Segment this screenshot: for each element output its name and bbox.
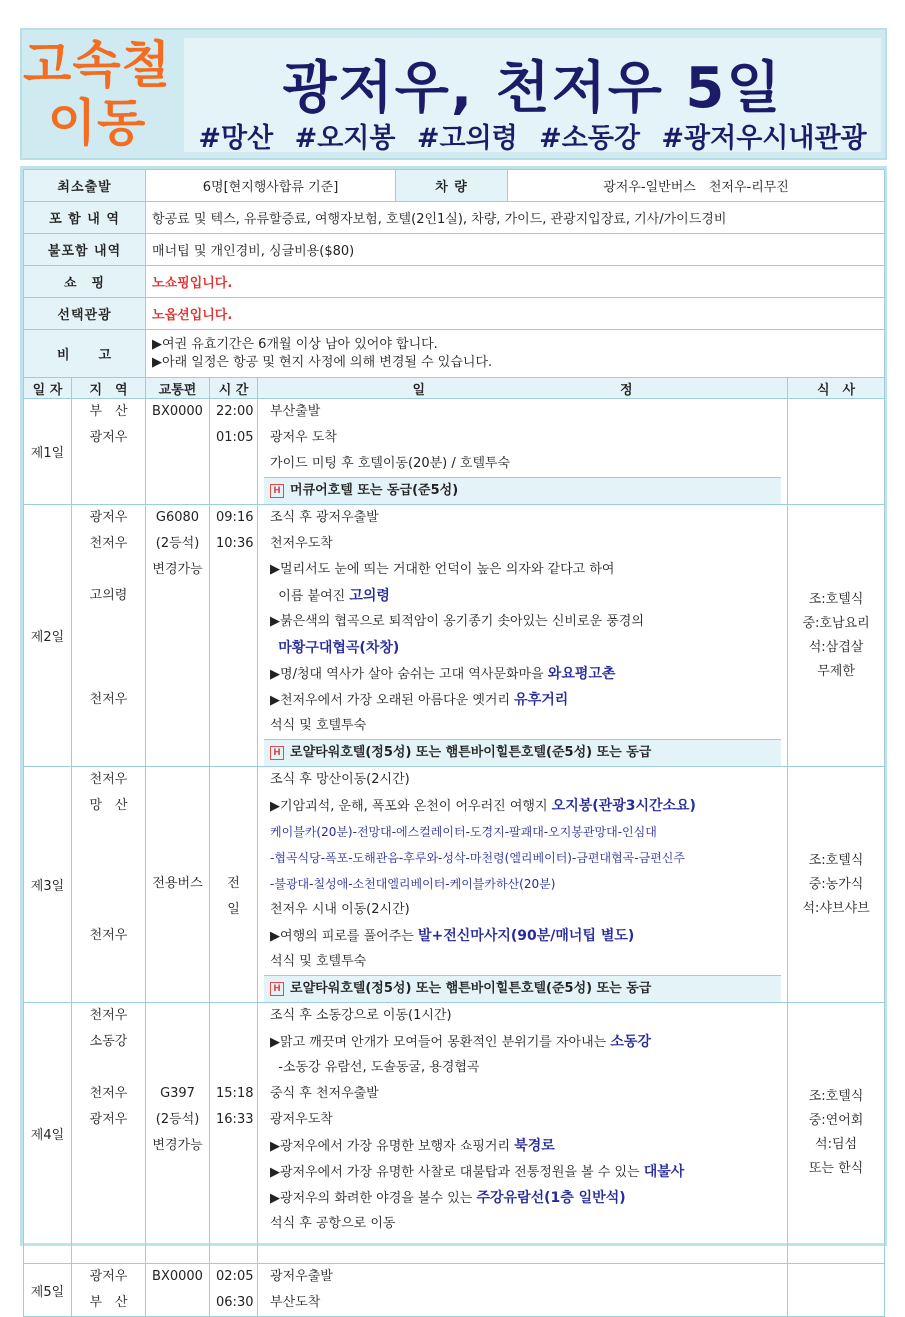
- time-cell: [216, 713, 251, 739]
- transport-cell: [152, 635, 203, 661]
- region-cell: [78, 557, 139, 583]
- option-label: 선택관광: [24, 298, 146, 330]
- schedule-text: 이름 붙여진: [270, 589, 350, 604]
- col-transport: 교통편: [146, 378, 210, 399]
- day-label: 제5일: [24, 1264, 72, 1317]
- time-cell: [216, 1003, 251, 1029]
- time-cell: 06:30: [216, 1295, 254, 1310]
- transport-cell: 변경가능: [152, 1138, 203, 1153]
- meal-item: 조:호텔식: [808, 591, 864, 607]
- transport-cell: [152, 819, 203, 845]
- schedule-text: ▶광저우에서 가장 유명한 보행자 쇼핑거리: [270, 1139, 515, 1154]
- schedule-text: 조식 후 광저우출발: [270, 510, 379, 525]
- region-cell: 천저우: [89, 928, 128, 943]
- schedule-text: 부산도착: [270, 1295, 321, 1310]
- col-time: 시 간: [210, 378, 258, 399]
- meal-item: 석:샤브샤브: [802, 900, 870, 916]
- transport-cell: [152, 975, 203, 1001]
- hotel-line: [264, 739, 781, 766]
- schedule-line: [264, 1133, 781, 1159]
- schedule-line: [264, 531, 781, 557]
- region-cell: [78, 477, 139, 503]
- meal-item: 석:삼겹살: [808, 639, 864, 655]
- transport-cell: [152, 609, 203, 635]
- hotel-line: [264, 477, 781, 504]
- region-cell: 천저우: [89, 692, 128, 707]
- meal-item: 조:호텔식: [808, 1089, 864, 1104]
- schedule-text: 조식 후 소동강으로 이동(1시간): [270, 1008, 452, 1023]
- region-cell: [78, 451, 139, 477]
- day-row: [24, 767, 885, 1003]
- time-cell: [216, 1133, 251, 1159]
- time-cell: 01:05: [216, 430, 254, 445]
- schedule-line: [264, 661, 781, 687]
- time-cell: [216, 845, 251, 871]
- transport-cell: [152, 923, 203, 949]
- schedule-line: [264, 1159, 781, 1185]
- schedule-line: [264, 1290, 781, 1316]
- day-times: [210, 767, 258, 1003]
- schedule-text: 광저우출발: [270, 1269, 333, 1284]
- transport-cell: BX0000: [152, 1269, 203, 1284]
- time-cell: 22:00: [216, 404, 254, 419]
- transport-cell: G6080: [155, 510, 200, 525]
- schedule-highlight: 대불사: [643, 1164, 685, 1180]
- hashtag: #오지봉: [294, 123, 396, 154]
- day-label: 제3일: [24, 767, 72, 1003]
- region-cell: [78, 1133, 139, 1159]
- note-line: ▶아래 일정은 항공 및 현지 사정에 의해 변경될 수 있습니다.: [152, 354, 493, 370]
- region-cell: [78, 819, 139, 845]
- schedule-line: [264, 713, 781, 739]
- time-cell: [216, 819, 251, 845]
- region-cell: 천저우: [89, 772, 128, 787]
- schedule-text: 광저우 도착: [270, 430, 337, 445]
- hotel-h-icon: H: [270, 982, 284, 996]
- day-meals: [788, 767, 885, 1003]
- hotel-h-icon: H: [270, 746, 284, 760]
- day-meals: [788, 399, 885, 505]
- transport-cell: [152, 687, 203, 713]
- schedule-text: ▶붉은색의 협곡으로 퇴적암이 옹기종기 솟아있는 신비로운 풍경의: [270, 614, 644, 629]
- time-cell: [216, 661, 251, 687]
- schedule-text: ▶광저우에서 가장 유명한 사찰로 대불탑과 전통정원을 볼 수 있는: [270, 1165, 644, 1180]
- schedule-line: [264, 635, 781, 661]
- schedule-line: [264, 1107, 781, 1133]
- transport-cell: [152, 713, 203, 739]
- transport-cell: [152, 583, 203, 609]
- schedule-text: 천저우도착: [270, 536, 333, 551]
- days-body: [24, 399, 885, 1317]
- schedule-highlight: 주강유람선(1층 일반석): [476, 1190, 626, 1206]
- hotel-name: 로얄타워호텔(정5성) 또는 햄튼바이힐튼호텔(준5성) 또는 동급: [290, 745, 652, 760]
- column-header-row: [24, 378, 885, 399]
- day-label: 제2일: [24, 505, 72, 767]
- time-cell: [216, 1237, 251, 1263]
- vehicle-label: 차 량: [396, 170, 508, 202]
- brand-line2: 이동: [47, 94, 147, 152]
- time-cell: [216, 583, 251, 609]
- include-label: 포 함 내 역: [24, 202, 146, 234]
- hashtag: #망산: [198, 123, 274, 154]
- transport-cell: [152, 477, 203, 503]
- time-cell: [216, 739, 251, 765]
- schedule-detail: -협곡식당-폭포-도해관음-후루와-성삭-마천령(엘리베이터)-금편대협곡-금편신주: [270, 851, 685, 865]
- col-schedule: 일 정: [258, 378, 788, 399]
- schedule-text: 석식 및 호텔투숙: [270, 718, 367, 733]
- transport-cell: [152, 1290, 203, 1316]
- time-cell: [216, 635, 251, 661]
- brand-block: [22, 30, 172, 158]
- region-cell: 광저우: [89, 430, 128, 445]
- transport-cell: (2등석): [155, 536, 200, 551]
- schedule-line: [264, 949, 781, 975]
- day-times: [210, 1003, 258, 1264]
- time-cell: [216, 767, 251, 793]
- transport-cell: 변경가능: [152, 562, 203, 577]
- hotel-h-icon: H: [270, 484, 284, 498]
- transport-cell: [152, 897, 203, 923]
- info-row-shopping: [24, 266, 885, 298]
- time-cell: [216, 477, 251, 503]
- itinerary-table: [23, 169, 885, 1317]
- schedule-line: [264, 1264, 781, 1290]
- schedule-text: 부산출발: [270, 404, 321, 419]
- region-cell: [78, 635, 139, 661]
- hotel-name: 로얄타워호텔(정5성) 또는 햄튼바이힐튼호텔(준5성) 또는 동급: [290, 981, 652, 996]
- time-cell: 10:36: [216, 536, 254, 551]
- shopping-value: 노쇼핑입니다.: [146, 266, 885, 298]
- transport-cell: 전용버스: [152, 876, 203, 891]
- region-cell: [78, 1055, 139, 1081]
- schedule-line: [264, 897, 781, 923]
- time-cell: 16:33: [216, 1112, 254, 1127]
- meal-item: 중:연어회: [808, 1113, 864, 1128]
- schedule-text: 천저우 시내 이동(2시간): [270, 902, 410, 917]
- transport-cell: [152, 1029, 203, 1055]
- region-cell: 천저우: [89, 1008, 128, 1023]
- info-row-note: [24, 330, 885, 378]
- region-cell: [78, 1237, 139, 1263]
- transport-cell: [152, 767, 203, 793]
- col-day: 일 자: [24, 378, 72, 399]
- region-cell: 광저우: [89, 1112, 128, 1127]
- transport-cell: [152, 451, 203, 477]
- time-cell: 15:18: [216, 1086, 254, 1101]
- region-cell: [78, 661, 139, 687]
- transport-cell: [152, 661, 203, 687]
- day-row: [24, 399, 885, 505]
- min-depart-label: 최소출발: [24, 170, 146, 202]
- schedule-line: [264, 1055, 781, 1081]
- day-regions: [72, 505, 146, 767]
- time-cell: 09:16: [216, 510, 254, 525]
- day-times: [210, 1264, 258, 1317]
- schedule-text: 광저우도착: [270, 1112, 333, 1127]
- schedule-line: [264, 871, 781, 897]
- meal-item: 중:호남요리: [802, 615, 870, 631]
- region-cell: [78, 739, 139, 765]
- time-cell: [216, 975, 251, 1001]
- schedule-line: [264, 505, 781, 531]
- time-cell: [216, 1211, 251, 1237]
- hashtags: [184, 116, 881, 155]
- region-cell: 고의령: [89, 588, 128, 603]
- info-row-exclude: [24, 234, 885, 266]
- transport-cell: [152, 1003, 203, 1029]
- transport-cell: [152, 1159, 203, 1185]
- schedule-line: [264, 425, 781, 451]
- hashtag: #소동강: [539, 123, 641, 154]
- time-cell: [216, 949, 251, 975]
- meal-item: 중:농가식: [808, 876, 864, 892]
- region-cell: [78, 871, 139, 897]
- time-cell: [216, 923, 251, 949]
- region-cell: 천저우: [89, 1086, 128, 1101]
- schedule-text: 석식 및 호텔투숙: [270, 954, 367, 969]
- day-meals: [788, 1003, 885, 1264]
- day-row: [24, 1003, 885, 1264]
- schedule-text: ▶천저우에서 가장 오래된 아름다운 옛거리: [270, 693, 515, 708]
- time-cell: [216, 793, 251, 819]
- day-transport: [146, 399, 210, 505]
- hashtag: #광저우시내관광: [661, 123, 867, 154]
- schedule-text: 석식 후 공항으로 이동: [270, 1216, 396, 1231]
- day-transport: [146, 767, 210, 1003]
- region-cell: 광저우: [89, 510, 128, 525]
- schedule-line: [264, 845, 781, 871]
- schedule-text: ▶광저우의 화려한 야경을 볼수 있는: [270, 1191, 477, 1206]
- region-cell: [78, 975, 139, 1001]
- region-cell: 천저우: [89, 536, 128, 551]
- day-regions: [72, 767, 146, 1003]
- region-cell: 망 산: [89, 798, 128, 813]
- schedule-highlight: 고의령: [349, 588, 390, 604]
- region-cell: [78, 1185, 139, 1211]
- time-cell: [216, 609, 251, 635]
- schedule-text: ▶멀리서도 눈에 띄는 거대한 언덕이 높은 의자와 같다고 하여: [270, 562, 615, 577]
- region-cell: [78, 845, 139, 871]
- exclude-label: 불포함 내역: [24, 234, 146, 266]
- transport-cell: [152, 1185, 203, 1211]
- time-cell: [216, 1055, 251, 1081]
- day-times: [210, 505, 258, 767]
- include-value: 항공료 및 텍스, 유류할증료, 여행자보험, 호텔(2인1실), 차량, 가이드, 관광지입장료, 기사/가이드경비: [146, 202, 885, 234]
- schedule-line: [264, 1003, 781, 1029]
- region-cell: [78, 897, 139, 923]
- transport-cell: [152, 1211, 203, 1237]
- transport-cell: [152, 1055, 203, 1081]
- schedule-line: [264, 451, 781, 477]
- schedule-line: [264, 687, 781, 713]
- day-label: 제1일: [24, 399, 72, 505]
- schedule-text: -소동강 유람선, 도솔동굴, 용경협곡: [270, 1060, 480, 1075]
- schedule-detail: -불광대-칠성애-소천대엘리베이터-케이블카하산(20분): [270, 877, 556, 891]
- transport-cell: [152, 793, 203, 819]
- schedule-line: [264, 793, 781, 819]
- day-meals: [788, 1264, 885, 1317]
- time-cell: 02:05: [216, 1269, 254, 1284]
- day-regions: [72, 399, 146, 505]
- info-row-option: [24, 298, 885, 330]
- schedule-text: 가이드 미팅 후 호텔이동(20분) / 호텔투숙: [270, 456, 511, 471]
- time-cell: 전 일: [227, 876, 253, 917]
- schedule-line: [264, 767, 781, 793]
- schedule-detail: 케이블카(20분)-전망대-에스컬레이터-도경지-팔괘대-오지봉관망대-인심대: [270, 825, 657, 839]
- vehicle-value: 광저우-일반버스 천저우-리무진: [508, 170, 885, 202]
- day-transport: [146, 505, 210, 767]
- day-meals: [788, 505, 885, 767]
- col-meal: 식 사: [788, 378, 885, 399]
- transport-cell: G397: [160, 1086, 195, 1101]
- exclude-value: 매너팁 및 개인경비, 싱글비용($80): [146, 234, 885, 266]
- day-transport: [146, 1264, 210, 1317]
- hashtag: #고의령: [416, 123, 518, 154]
- day-row: [24, 505, 885, 767]
- schedule-line: [264, 583, 781, 609]
- schedule-line: [264, 609, 781, 635]
- transport-cell: [152, 845, 203, 871]
- schedule-highlight: 유후거리: [514, 692, 569, 708]
- header-banner: [20, 28, 887, 160]
- schedule-highlight: 소동강: [610, 1034, 651, 1050]
- page-title: 광저우, 천저우 5일: [282, 56, 783, 121]
- region-cell: [78, 1211, 139, 1237]
- region-cell: 소동강: [89, 1034, 128, 1049]
- region-cell: [78, 713, 139, 739]
- itinerary-document: [20, 166, 887, 1310]
- hotel-line: [264, 975, 781, 1002]
- day-regions: [72, 1003, 146, 1264]
- schedule-text: 중식 후 천저우출발: [270, 1086, 379, 1101]
- region-cell: 부 산: [89, 404, 128, 419]
- schedule-line: [264, 1185, 781, 1211]
- time-cell: [216, 1029, 251, 1055]
- transport-cell: [152, 739, 203, 765]
- day-schedule: [258, 1003, 788, 1264]
- schedule-line: [264, 557, 781, 583]
- shopping-label: 쇼 핑: [24, 266, 146, 298]
- time-cell: [216, 557, 251, 583]
- day-schedule: [258, 399, 788, 505]
- day-transport: [146, 1003, 210, 1264]
- schedule-highlight: 발+전신마사지(90분/매너팁 별도): [418, 928, 635, 944]
- option-value: 노옵션입니다.: [146, 298, 885, 330]
- schedule-line: [264, 1081, 781, 1107]
- schedule-line: [264, 819, 781, 845]
- time-cell: [216, 687, 251, 713]
- info-row-include: [24, 202, 885, 234]
- schedule-highlight: 북경로: [514, 1138, 555, 1154]
- schedule-line: [264, 1029, 781, 1055]
- meal-item: 석:딤섬: [815, 1137, 858, 1152]
- hotel-name: 머큐어호텔 또는 동급(준5성): [290, 483, 459, 498]
- day-schedule: [258, 767, 788, 1003]
- day-schedule: [258, 1264, 788, 1317]
- region-cell: [78, 949, 139, 975]
- region-cell: [78, 609, 139, 635]
- schedule-line: [264, 399, 781, 425]
- day-schedule: [258, 505, 788, 767]
- day-times: [210, 399, 258, 505]
- schedule-highlight: 와요평고촌: [547, 666, 616, 682]
- region-cell: [78, 1159, 139, 1185]
- schedule-line: [264, 1211, 781, 1237]
- transport-cell: [152, 425, 203, 451]
- info-row-min-depart: [24, 170, 885, 202]
- note-label: 비 고: [24, 330, 146, 378]
- schedule-highlight: 마황구대협곡(차창): [278, 640, 400, 656]
- time-cell: [216, 1159, 251, 1185]
- day-regions: [72, 1264, 146, 1317]
- schedule-line: [264, 923, 781, 949]
- min-depart-value: 6명[현지행사합류 기준]: [146, 170, 396, 202]
- col-region: 지 역: [72, 378, 146, 399]
- transport-cell: (2등석): [155, 1112, 200, 1127]
- schedule-text: ▶명/청대 역사가 살아 숨쉬는 고대 역사문화마을: [270, 667, 548, 682]
- region-cell: 광저우: [89, 1269, 128, 1284]
- schedule-text: ▶여행의 피로를 풀어주는: [270, 929, 418, 944]
- day-row: [24, 1264, 885, 1317]
- meal-item: 조:호텔식: [808, 852, 864, 868]
- region-cell: 부 산: [89, 1295, 128, 1310]
- schedule-text: 조식 후 망산이동(2시간): [270, 772, 410, 787]
- transport-cell: [152, 1237, 203, 1263]
- transport-cell: [152, 949, 203, 975]
- brand-line1: 고속철: [23, 36, 171, 94]
- schedule-text: ▶맑고 깨끗며 안개가 모여들어 몽환적인 분위기를 자아내는: [270, 1035, 611, 1050]
- schedule-text: ▶기암괴석, 운해, 폭포와 온천이 어우러진 여행지: [270, 799, 552, 814]
- meal-item: 또는 한식: [808, 1161, 864, 1176]
- title-block: [184, 38, 881, 152]
- note-value: [146, 330, 885, 378]
- schedule-highlight: 오지봉(관광3시간소요): [551, 798, 696, 814]
- time-cell: [216, 451, 251, 477]
- day-label: 제4일: [24, 1003, 72, 1264]
- note-line: ▶여권 유효기간은 6개월 이상 남아 있어야 합니다.: [152, 336, 438, 352]
- transport-cell: BX0000: [152, 404, 203, 419]
- meal-item: 무제한: [817, 663, 855, 679]
- time-cell: [216, 1185, 251, 1211]
